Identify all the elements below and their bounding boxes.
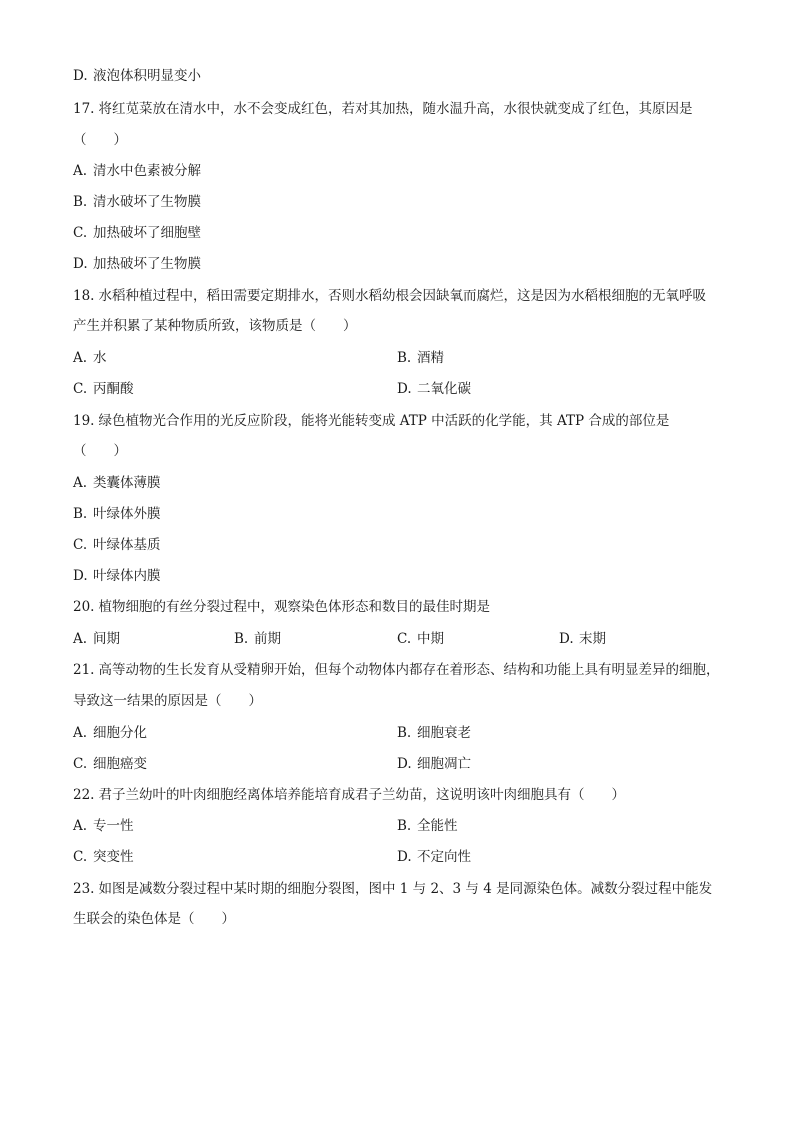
question-17-stem-cont (73, 131, 127, 149)
option-text: 细胞凋亡 (417, 756, 471, 772)
question-number: 19. (73, 413, 95, 429)
option-label: C. (73, 849, 88, 865)
option-text: 类囊体薄膜 (93, 475, 161, 491)
question-number: 17. (73, 101, 95, 117)
question-number: 22. (73, 787, 95, 803)
option-text: 加热破坏了生物膜 (93, 256, 201, 272)
question-20-option-b (234, 630, 281, 648)
question-22-option-a (73, 817, 134, 835)
option-label: D. (397, 756, 412, 772)
question-21-option-d (397, 755, 471, 773)
question-19-option-d (73, 567, 161, 585)
question-20-option-c (397, 630, 444, 648)
question-18-stem-cont (73, 317, 357, 335)
option-text: 叶绿体外膜 (93, 506, 161, 522)
option-text: 叶绿体内膜 (93, 568, 161, 584)
question-23-stem (73, 880, 712, 898)
question-18-option-b (397, 349, 444, 367)
question-20-stem (73, 598, 490, 616)
option-text: 清水破坏了生物膜 (93, 194, 201, 210)
option-text: 全能性 (417, 818, 458, 834)
option-text: 中期 (417, 631, 444, 647)
question-17-stem (73, 100, 692, 118)
question-17-option-c (73, 224, 201, 242)
option-text: 细胞癌变 (93, 756, 147, 772)
question-stem-line: 产生并积累了某种物质所致，该物质是（ ） (73, 318, 357, 334)
option-label: B. (397, 818, 412, 834)
prev-option-d (73, 67, 201, 85)
question-number: 21. (73, 662, 95, 678)
option-text: 不定向性 (417, 849, 471, 865)
option-label: D. (559, 631, 574, 647)
question-19-option-c (73, 536, 161, 554)
question-21-option-a (73, 724, 147, 742)
question-22-option-d (397, 848, 471, 866)
question-stem-line: 生联会的染色体是（ ） (73, 911, 235, 927)
question-20-option-a (73, 630, 120, 648)
option-label: B. (234, 631, 249, 647)
option-text: 间期 (93, 631, 120, 647)
question-stem-line: 植物细胞的有丝分裂过程中，观察染色体形态和数目的最佳时期是 (98, 599, 490, 615)
option-label: B. (397, 350, 412, 366)
option-label: A. (73, 725, 88, 741)
option-label: A. (73, 631, 88, 647)
option-label: B. (73, 194, 88, 210)
question-number: 18. (73, 288, 95, 304)
option-label: D. (397, 381, 412, 397)
option-label: A. (73, 350, 88, 366)
question-22-option-b (397, 817, 458, 835)
option-label: C. (397, 631, 412, 647)
question-19-option-a (73, 474, 161, 492)
question-21-option-b (397, 724, 471, 742)
option-label: A. (73, 818, 88, 834)
question-18-stem (73, 287, 706, 305)
option-label: D. (73, 256, 88, 272)
question-stem-line: 高等动物的生长发育从受精卵开始，但每个动物体内都存在着形态、结构和功能上具有明显差异的细胞， (98, 662, 720, 678)
option-label: B. (73, 506, 88, 522)
option-text: 专一性 (93, 818, 134, 834)
option-label: C. (73, 537, 88, 553)
option-label: C. (73, 381, 88, 397)
question-21-stem (73, 661, 719, 679)
option-text: 末期 (579, 631, 606, 647)
question-stem-line: 君子兰幼叶的叶肉细胞经离体培养能培育成君子兰幼苗，这说明该叶肉细胞具有（ ） (98, 787, 625, 803)
question-19-stem (73, 412, 669, 430)
question-19-stem-cont (73, 442, 127, 460)
question-number: 23. (73, 881, 95, 897)
question-stem-line: （ ） (73, 132, 127, 148)
question-18-option-c (73, 380, 134, 398)
option-text: 细胞分化 (93, 725, 147, 741)
option-label: D. (73, 568, 88, 584)
question-23-stem-cont (73, 910, 235, 928)
question-19-option-b (73, 505, 161, 523)
option-text: 突变性 (93, 849, 134, 865)
option-label: C. (73, 756, 88, 772)
question-stem-line: 如图是减数分裂过程中某时期的细胞分裂图，图中 1 与 2、3 与 4 是同源染色体。减数分裂过程中能发 (98, 881, 713, 897)
option-text: 叶绿体基质 (93, 537, 161, 553)
option-text: 二氧化碳 (417, 381, 471, 397)
question-17-option-d (73, 255, 201, 273)
question-20-option-d (559, 630, 606, 648)
option-label: D. (73, 68, 88, 84)
option-label: C. (73, 225, 88, 241)
question-21-stem-cont (73, 692, 262, 710)
question-stem-line: 水稻种植过程中，稻田需要定期排水，否则水稻幼根会因缺氧而腐烂，这是因为水稻根细胞的无氧呼吸 (98, 288, 706, 304)
question-18-option-d (397, 380, 471, 398)
question-22-option-c (73, 848, 134, 866)
question-21-option-c (73, 755, 147, 773)
option-text: 丙酮酸 (93, 381, 134, 397)
question-17-option-a (73, 162, 201, 180)
option-text: 加热破坏了细胞壁 (93, 225, 201, 241)
question-stem-line: 绿色植物光合作用的光反应阶段，能将光能转变成 ATP 中活跃的化学能，其 ATP 合成的部位是 (98, 413, 670, 429)
option-text: 液泡体积明显变小 (93, 68, 201, 84)
option-label: B. (397, 725, 412, 741)
question-18-option-a (73, 349, 107, 367)
option-text: 水 (93, 350, 107, 366)
question-stem-line: 导致这一结果的原因是（ ） (73, 693, 262, 709)
option-label: A. (73, 163, 88, 179)
question-22-stem (73, 786, 625, 804)
option-label: D. (397, 849, 412, 865)
option-text: 酒精 (417, 350, 444, 366)
question-17-option-b (73, 193, 201, 211)
option-text: 清水中色素被分解 (93, 163, 201, 179)
question-stem-line: 将红苋菜放在清水中，水不会变成红色，若对其加热，随水温升高，水很快就变成了红色，其原因是 (98, 101, 693, 117)
option-text: 细胞衰老 (417, 725, 471, 741)
question-stem-line: （ ） (73, 443, 127, 459)
option-label: A. (73, 475, 88, 491)
option-text: 前期 (254, 631, 281, 647)
question-number: 20. (73, 599, 95, 615)
